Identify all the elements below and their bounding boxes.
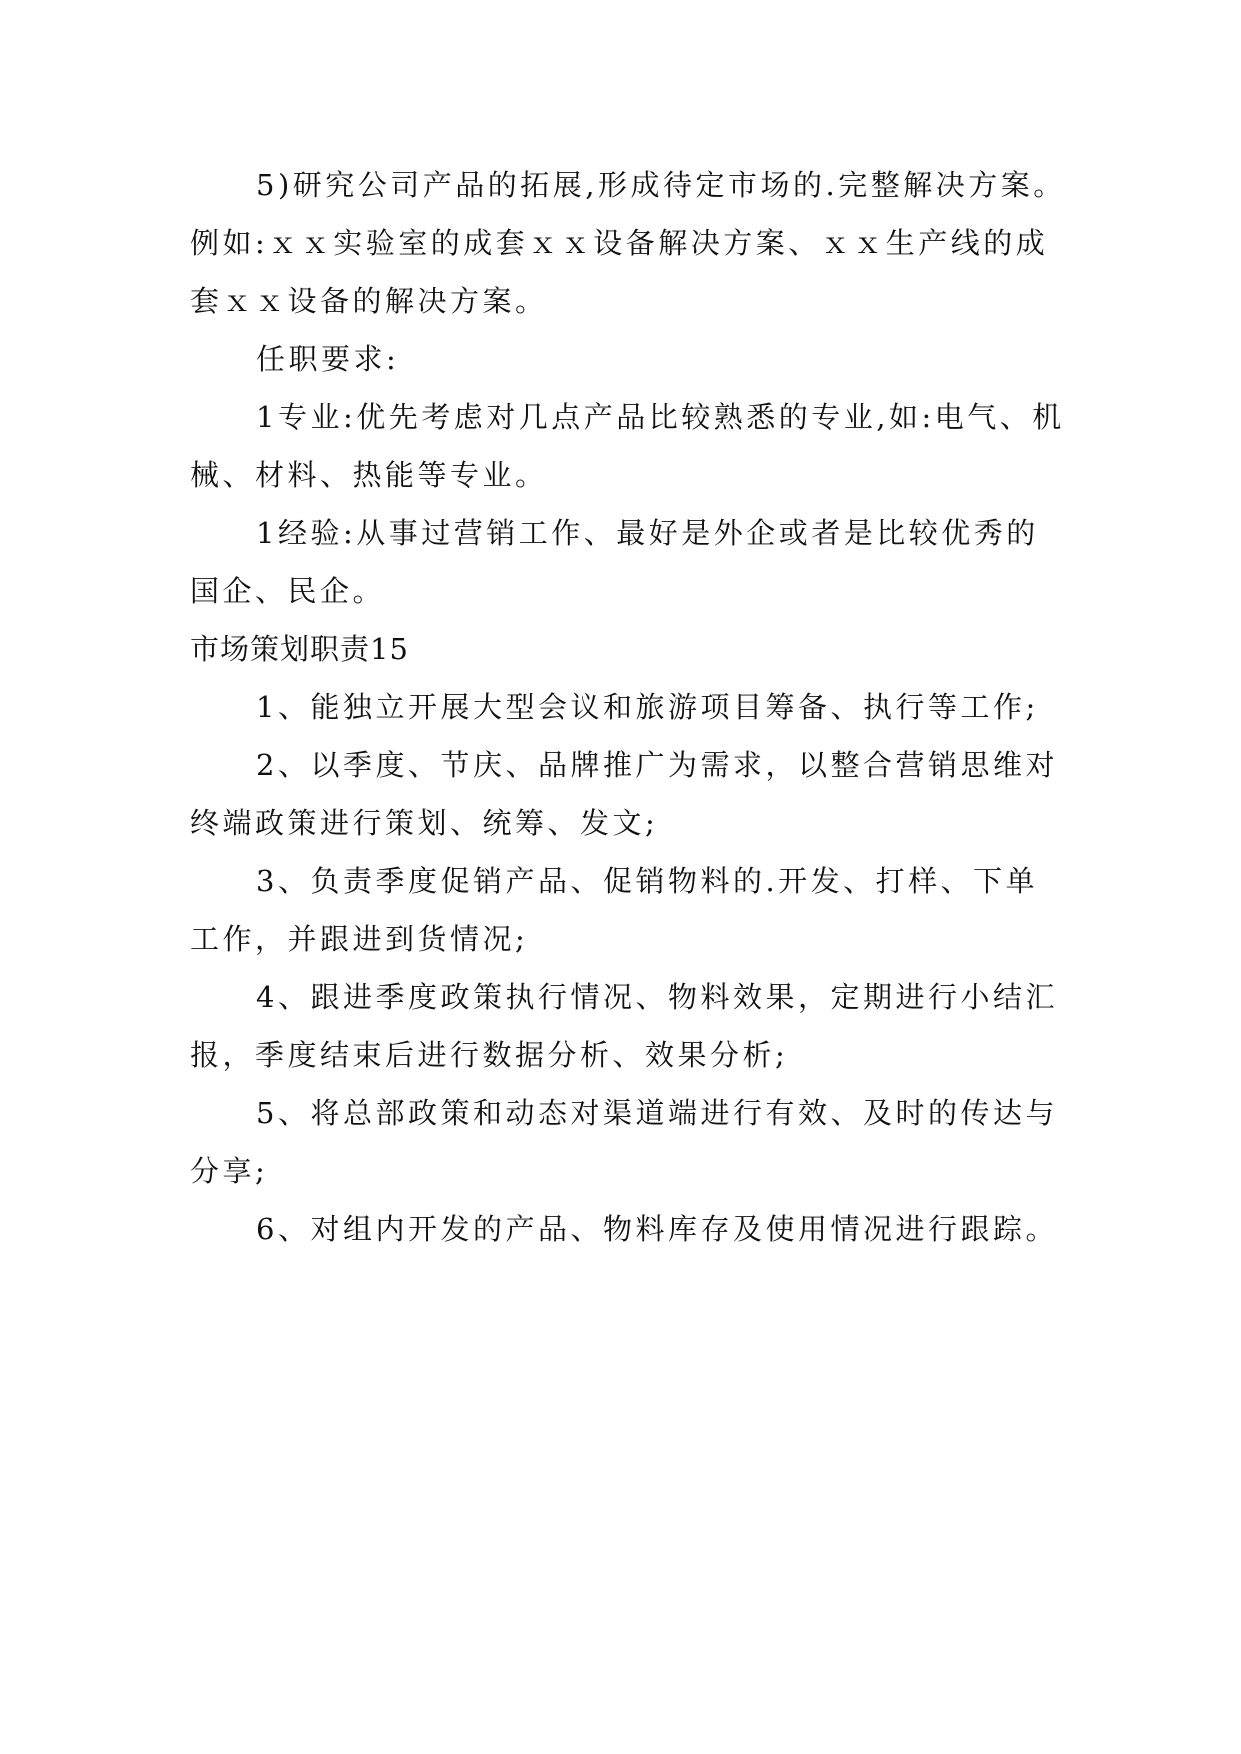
section-heading: 市场策划职责15 [190,632,409,666]
duty-item-3: 3、负责季度促销产品、促销物料的.开发、打样、下单工作，并跟进到货情况; [190,864,1039,956]
duty-item-6: 6、对组内开发的产品、物料库存及使用情况进行跟踪。 [256,1212,1058,1246]
duty-item-1: 1、能独立开展大型会议和旅游项目筹备、执行等工作; [256,690,1039,724]
paragraph-requirements-title: 任职要求: [256,342,400,376]
paragraph-solution-example: 5)研究公司产品的拓展,形成待定市场的.完整解决方案。例如:ｘｘ实验室的成套ｘｘ设备解决方案、ｘｘ生产线的成套ｘｘ设备的解决方案。 [190,168,1066,318]
duty-item-2: 2、以季度、节庆、品牌推广为需求，以整合营销思维对终端政策进行策划、统筹、发文; [190,748,1058,840]
duty-item-5: 5、将总部政策和动态对渠道端进行有效、及时的传达与分享; [190,1096,1058,1188]
document-body [190,156,1070,1258]
duty-item-4: 4、跟进季度政策执行情况、物料效果，定期进行小结汇报，季度结束后进行数据分析、效果分析; [190,980,1058,1072]
paragraph-major-requirement: 1专业:优先考虑对几点产品比较熟悉的专业,如:电气、机械、材料、热能等专业。 [190,400,1065,492]
paragraph-experience-requirement: 1经验:从事过营销工作、最好是外企或者是比较优秀的国企、民企。 [190,516,1039,608]
